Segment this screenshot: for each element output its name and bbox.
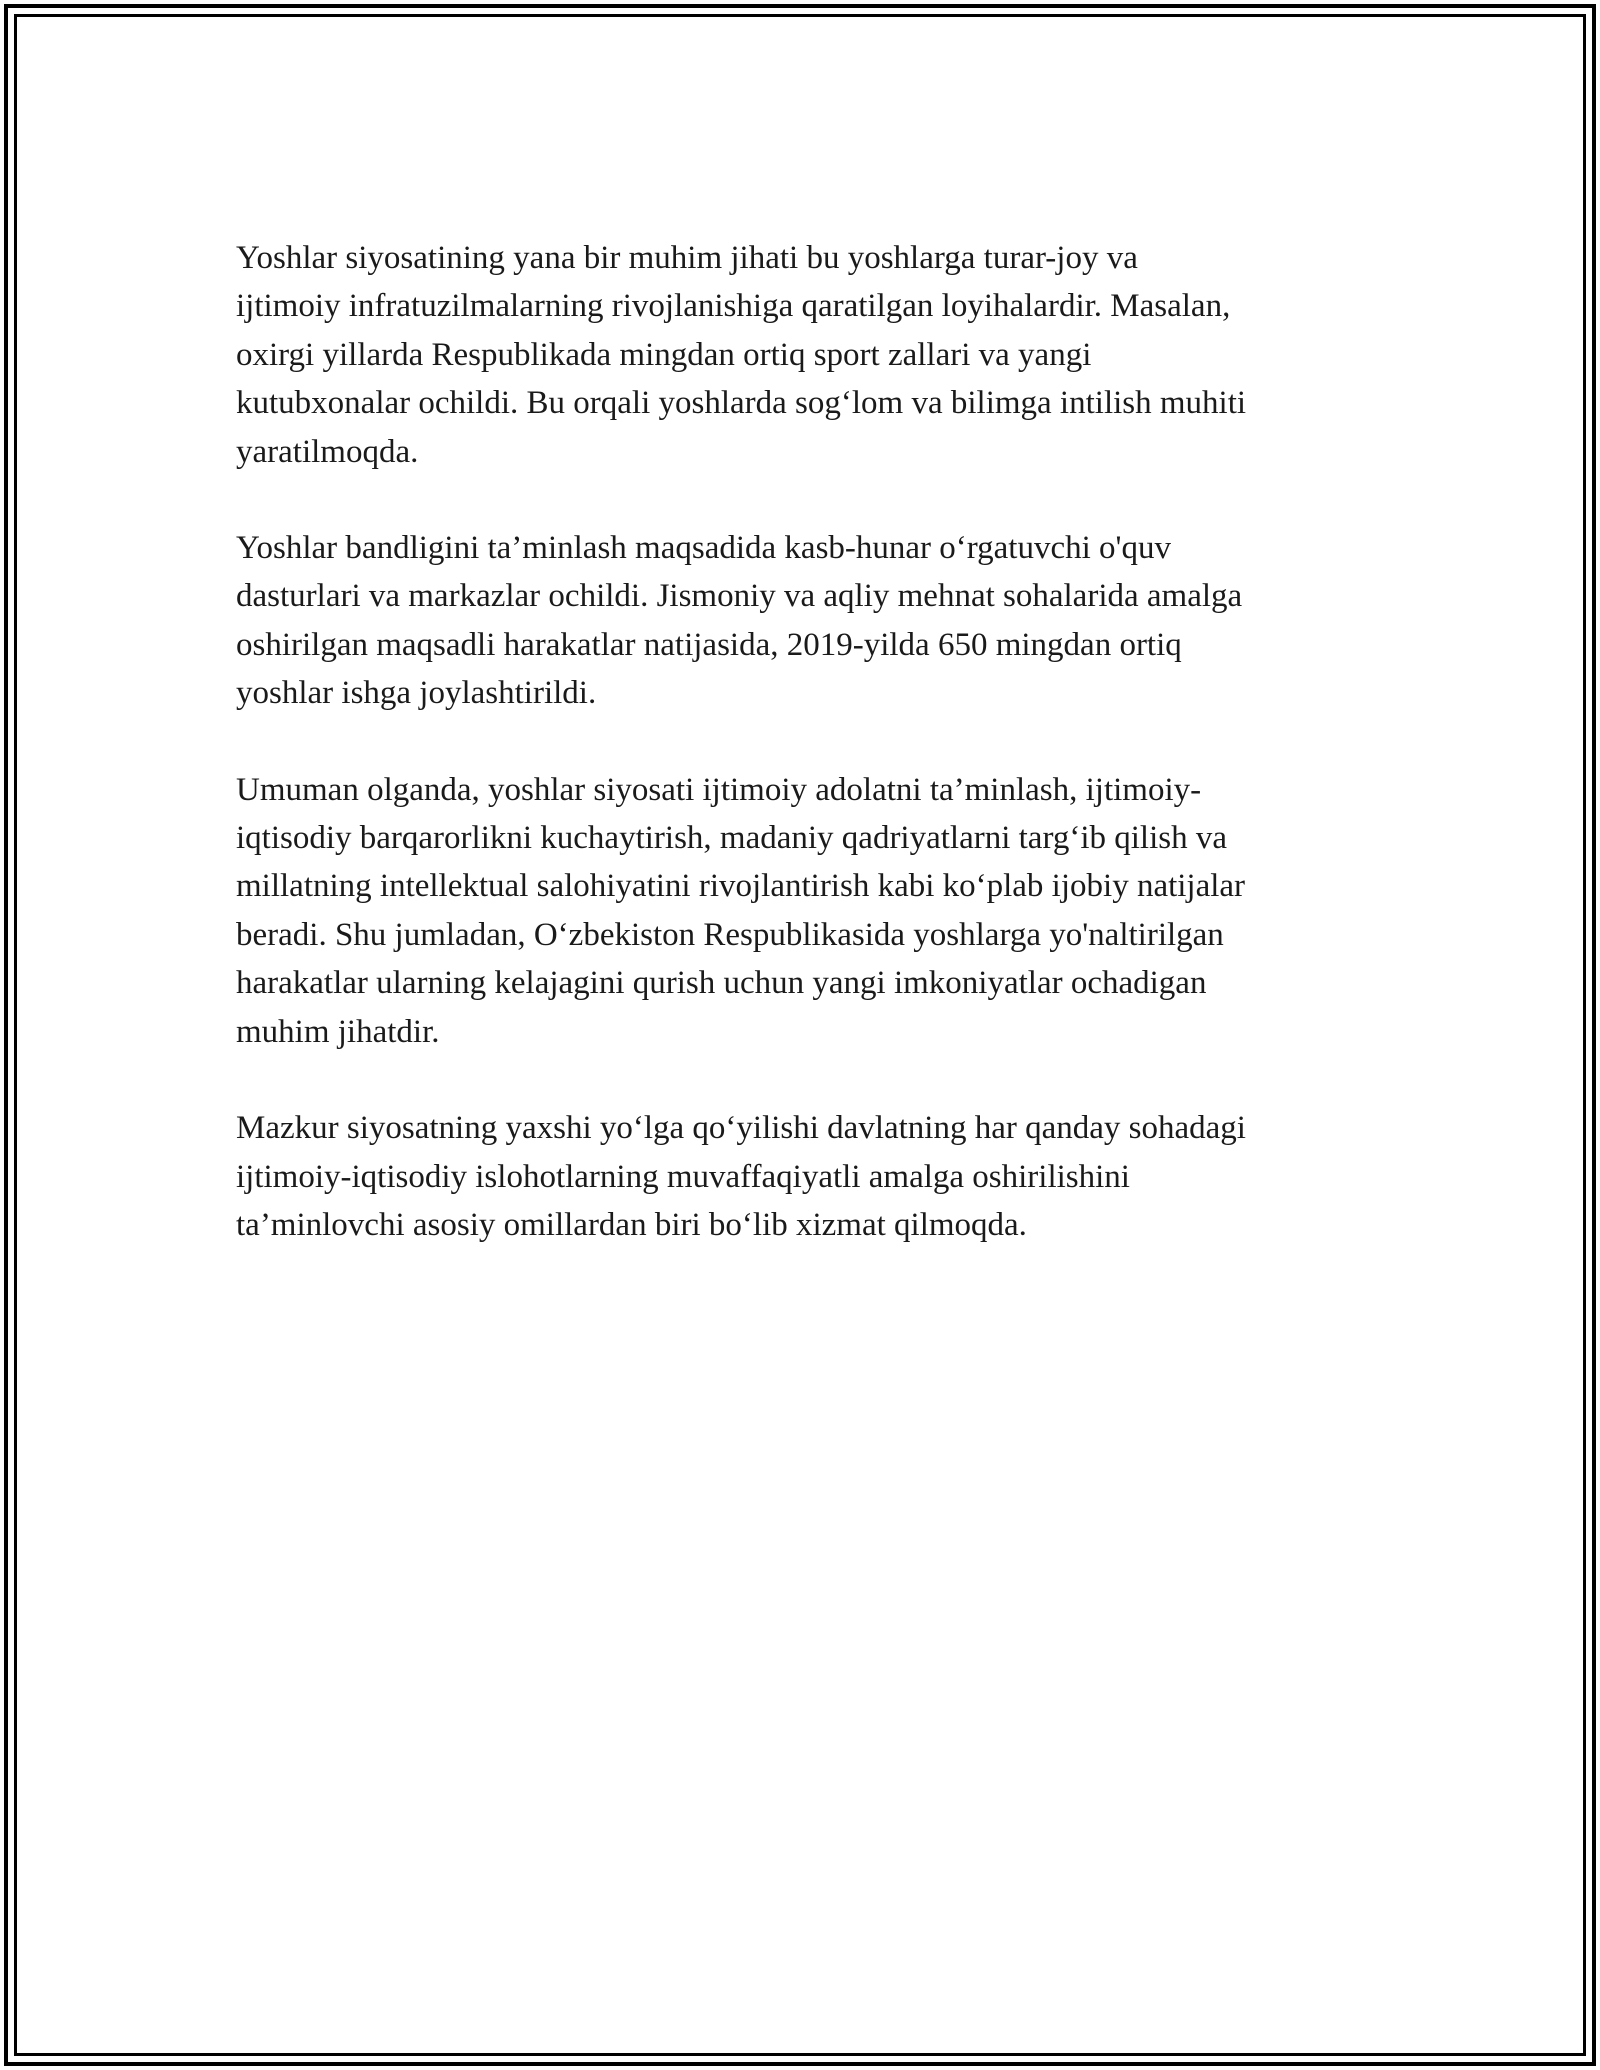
text-line: muhim jihatdir. <box>236 1013 440 1050</box>
text-line: iqtisodiy barqarorlikni kuchaytirish, madaniy qadriyatlarni targ‘ib qilish va <box>236 820 1227 857</box>
text-line: yaratilmoqda. <box>236 433 419 470</box>
text-line: dasturlari va markazlar ochildi. Jismoniy va aqliy mehnat sohalarida amalga <box>236 578 1243 615</box>
text-line: ijtimoiy infratuzilmalarning rivojlanishiga qaratilgan loyihalardir. Masalan, <box>236 288 1231 325</box>
text-line: Yoshlar siyosatining yana bir muhim jihati bu yoshlarga turar-joy va <box>236 240 1138 276</box>
text-line: oshirilgan maqsadli harakatlar natijasida, 2019-yilda 650 mingdan ortiq <box>236 626 1182 663</box>
text-line: beradi. Shu jumladan, O‘zbekiston Respublikasida yoshlarga yo'naltirilgan <box>236 916 1224 953</box>
text-line: yoshlar ishga joylashtirildi. <box>236 675 597 712</box>
text-line: Mazkur siyosatning yaxshi yo‘lga qo‘yilishi davlatning har qanday sohadagi <box>236 1110 1246 1147</box>
text-line: ijtimoiy-iqtisodiy islohotlarning muvaffaqiyatli amalga oshirilishini <box>236 1158 1130 1195</box>
text-line: oxirgi yillarda Respublikada mingdan ortiq sport zallari va yangi <box>236 336 1092 373</box>
paragraph-1 <box>236 234 1386 476</box>
text-line: millatning intellektual salohiyatini rivojlantirish kabi ko‘plab ijobiy natijalar <box>236 868 1246 905</box>
text-line: Umuman olganda, yoshlar siyosati ijtimoiy adolatni ta’minlash, ijtimoiy- <box>236 771 1202 808</box>
text-line: kutubxonalar ochildi. Bu orqali yoshlarda sog‘lom va bilimga intilish muhiti <box>236 385 1247 422</box>
text-line: ta’minlovchi asosiy omillardan biri bo‘lib xizmat qilmoqda. <box>236 1206 1027 1243</box>
document-body <box>236 234 1386 1297</box>
paragraph-3 <box>236 766 1386 1056</box>
paragraph-4 <box>236 1104 1386 1249</box>
text-line: harakatlar ularning kelajagini qurish uchun yangi imkoniyatlar ochadigan <box>236 965 1207 1002</box>
text-line: Yoshlar bandligini ta’minlash maqsadida kasb-hunar o‘rgatuvchi o'quv <box>236 530 1171 567</box>
paragraph-2 <box>236 524 1386 718</box>
